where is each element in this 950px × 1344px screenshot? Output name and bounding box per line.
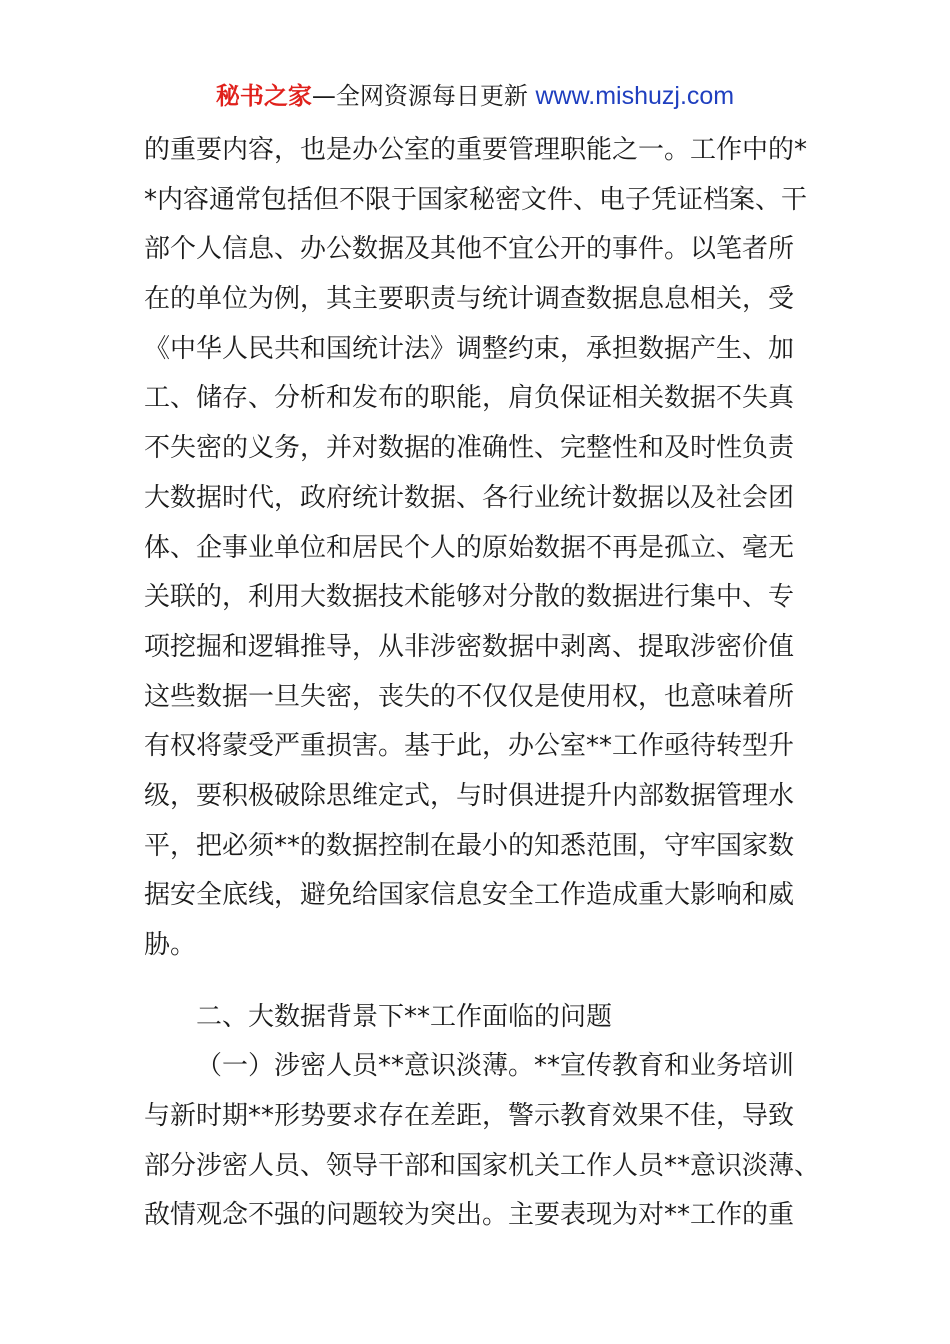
paragraph-spacer	[144, 971, 824, 993]
paragraph-line: 级，要积极破除思维定式，与时俱进提升内部数据管理水	[144, 780, 795, 811]
paragraph-line: *内容通常包括但不限于国家秘密文件、电子凭证档案、干	[144, 184, 808, 215]
site-url-link[interactable]: www.mishuzj.com	[535, 82, 735, 110]
paragraph-line: 工、储存、分析和发布的职能，肩负保证相关数据不失真	[144, 383, 795, 414]
paragraph-line: 的重要内容，也是办公室的重要管理职能之一。工作中的*	[144, 135, 808, 165]
paragraph-line: 平，把必须**的数据控制在最小的知悉范围，守牢国家数	[144, 830, 795, 861]
site-tagline: —全网资源每日更新	[311, 82, 536, 110]
subsection-line: 与新时期**形势要求存在差距，警示教育效果不佳，导致	[144, 1101, 795, 1132]
section-heading: 二、大数据背景下**工作面临的问题	[196, 1001, 613, 1032]
paragraph-line: 据安全底线，避免给国家信息安全工作造成重大影响和威	[144, 880, 795, 911]
paragraph-line: 胁。	[144, 930, 197, 960]
paragraph-line: 关联的，利用大数据技术能够对分散的数据进行集中、专	[144, 582, 795, 613]
site-brand: 秘书之家	[215, 82, 312, 110]
subsection-line: 部分涉密人员、领导干部和国家机关工作人员**意识淡薄、	[144, 1150, 821, 1181]
subsection-line: （一）涉密人员**意识淡薄。**宣传教育和业务培训	[196, 1051, 795, 1082]
paragraph-line: 部个人信息、办公数据及其他不宜公开的事件。以笔者所	[144, 234, 795, 265]
page-header	[0, 80, 950, 112]
paragraph-line: 项挖掘和逻辑推导，从非涉密数据中剥离、提取涉密价值	[144, 631, 795, 662]
paragraph-line: 有权将蒙受严重损害。基于此，办公室**工作亟待转型升	[144, 731, 795, 762]
document-body	[144, 126, 824, 1241]
paragraph-line: 《中华人民共和国统计法》调整约束，承担数据产生、加	[144, 333, 795, 364]
paragraph-line: 在的单位为例，其主要职责与统计调查数据息息相关，受	[144, 284, 795, 315]
paragraph-line: 这些数据一旦失密，丧失的不仅仅是使用权，也意味着所	[144, 681, 795, 712]
paragraph-line: 大数据时代，政府统计数据、各行业统计数据以及社会团	[144, 482, 795, 513]
subsection-line: 敌情观念不强的问题较为突出。主要表现为对**工作的重	[144, 1200, 795, 1231]
paragraph-line: 体、企事业单位和居民个人的原始数据不再是孤立、毫无	[144, 532, 795, 563]
paragraph-line: 不失密的义务，并对数据的准确性、完整性和及时性负责	[144, 433, 795, 464]
